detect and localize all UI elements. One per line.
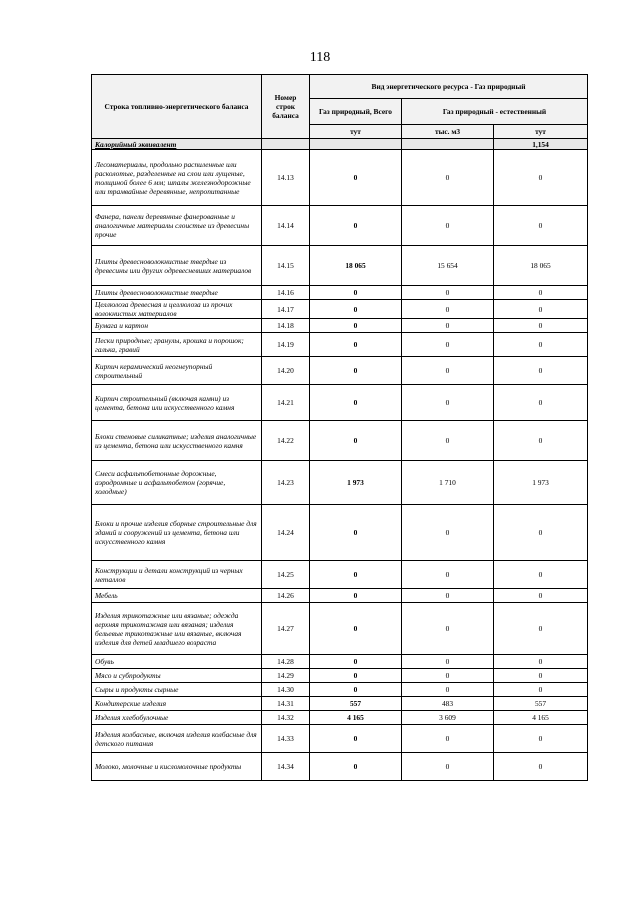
- row-natural-tut: 0: [494, 300, 588, 319]
- row-name: Плиты древесноволокнистые твердые из древесины или других одревесневших материалов: [92, 246, 262, 286]
- table-row: [92, 286, 588, 300]
- row-code: 14.19: [262, 333, 310, 357]
- row-natural-thous-m3: 0: [402, 725, 494, 753]
- row-code: 14.20: [262, 357, 310, 385]
- row-name: Сыры и продукты сырные: [92, 683, 262, 697]
- row-name: Кондитерские изделия: [92, 697, 262, 711]
- table-row: [92, 561, 588, 589]
- row-total-tut: 1 973: [310, 461, 402, 505]
- table-row: [92, 319, 588, 333]
- row-total-tut: 0: [310, 319, 402, 333]
- row-total-tut: 0: [310, 300, 402, 319]
- row-total-tut: 0: [310, 505, 402, 561]
- row-total-tut: 0: [310, 725, 402, 753]
- row-natural-tut: 0: [494, 589, 588, 603]
- row-code: 14.17: [262, 300, 310, 319]
- row-code: 14.31: [262, 697, 310, 711]
- table-row: [92, 655, 588, 669]
- row-natural-tut: 0: [494, 357, 588, 385]
- row-natural-thous-m3: 1 710: [402, 461, 494, 505]
- row-code: 14.14: [262, 206, 310, 246]
- row-natural-thous-m3: 0: [402, 683, 494, 697]
- row-total-tut: 0: [310, 561, 402, 589]
- row-natural-tut: 0: [494, 725, 588, 753]
- energy-balance-table: [91, 74, 588, 781]
- row-code: 14.30: [262, 683, 310, 697]
- row-natural-thous-m3: 0: [402, 357, 494, 385]
- table-row: [92, 697, 588, 711]
- header-col-total: Газ природный, Всего: [310, 99, 402, 125]
- row-name: Блоки и прочие изделия сборные строительные для зданий и сооружений из цемента, бетона или искусственного камня: [92, 505, 262, 561]
- row-code: 14.23: [262, 461, 310, 505]
- row-natural-thous-m3: 0: [402, 421, 494, 461]
- calorific-code: [262, 139, 310, 150]
- row-natural-tut: 0: [494, 286, 588, 300]
- row-code: 14.21: [262, 385, 310, 421]
- row-name: Изделия колбасные, включая изделия колбасные для детского питания: [92, 725, 262, 753]
- row-name: Кирпич строительный (включая камни) из цемента, бетона или искусственного камня: [92, 385, 262, 421]
- table-row: [92, 246, 588, 286]
- header-unit-thous-m3: тыс. м3: [402, 125, 494, 139]
- row-code: 14.32: [262, 711, 310, 725]
- row-name: Целлюлоза древесная и целлюлоза из прочих волокнистых материалов: [92, 300, 262, 319]
- row-natural-tut: 0: [494, 683, 588, 697]
- table-row: [92, 753, 588, 781]
- table-row: [92, 669, 588, 683]
- row-name: Плиты древесноволокнистые твердые: [92, 286, 262, 300]
- row-natural-thous-m3: 483: [402, 697, 494, 711]
- row-natural-tut: 0: [494, 603, 588, 655]
- page-number: 118: [309, 50, 331, 65]
- row-name: Фанера, панели деревянные фанерованные и аналогичные материалы слоистые из древесины прочие: [92, 206, 262, 246]
- row-name: Мебель: [92, 589, 262, 603]
- row-natural-tut: 0: [494, 669, 588, 683]
- row-natural-thous-m3: 3 609: [402, 711, 494, 725]
- row-code: 14.13: [262, 150, 310, 206]
- row-total-tut: 557: [310, 697, 402, 711]
- table-row: [92, 150, 588, 206]
- row-natural-tut: 0: [494, 150, 588, 206]
- row-code: 14.33: [262, 725, 310, 753]
- row-natural-tut: 0: [494, 505, 588, 561]
- header-unit-tut-natural: тут: [494, 125, 588, 139]
- table-row: [92, 589, 588, 603]
- row-code: 14.29: [262, 669, 310, 683]
- header-unit-tut-total: тут: [310, 125, 402, 139]
- row-total-tut: 0: [310, 603, 402, 655]
- row-code: 14.18: [262, 319, 310, 333]
- row-total-tut: 0: [310, 357, 402, 385]
- row-total-tut: 0: [310, 655, 402, 669]
- row-total-tut: 0: [310, 385, 402, 421]
- row-natural-thous-m3: 0: [402, 300, 494, 319]
- row-total-tut: 4 165: [310, 711, 402, 725]
- header-resource-label: Вид энергетического ресурса - Газ природный: [310, 75, 588, 99]
- row-natural-thous-m3: 0: [402, 150, 494, 206]
- calorific-natural: [402, 139, 494, 150]
- row-natural-tut: 0: [494, 421, 588, 461]
- row-natural-tut: 0: [494, 561, 588, 589]
- table-row: [92, 461, 588, 505]
- row-natural-tut: 0: [494, 753, 588, 781]
- row-name: Блоки стеновые силикатные; изделия аналогичные из цемента, бетона или искусственного камня: [92, 421, 262, 461]
- row-natural-tut: 0: [494, 206, 588, 246]
- row-natural-thous-m3: 0: [402, 319, 494, 333]
- row-natural-tut: 0: [494, 655, 588, 669]
- row-natural-thous-m3: 0: [402, 669, 494, 683]
- row-natural-tut: 0: [494, 385, 588, 421]
- table-row: [92, 505, 588, 561]
- row-total-tut: 0: [310, 753, 402, 781]
- table-row: [92, 300, 588, 319]
- row-name: Бумага и картон: [92, 319, 262, 333]
- calorific-tut: 1,154: [494, 139, 588, 150]
- row-name: Изделия хлебобулочные: [92, 711, 262, 725]
- row-code: 14.15: [262, 246, 310, 286]
- row-total-tut: 0: [310, 286, 402, 300]
- row-natural-tut: 0: [494, 333, 588, 357]
- row-name: Конструкции и детали конструкций из черных металлов: [92, 561, 262, 589]
- row-natural-thous-m3: 15 654: [402, 246, 494, 286]
- row-code: 14.27: [262, 603, 310, 655]
- row-natural-tut: 0: [494, 319, 588, 333]
- table-row: [92, 725, 588, 753]
- row-natural-thous-m3: 0: [402, 753, 494, 781]
- row-natural-thous-m3: 0: [402, 589, 494, 603]
- row-natural-thous-m3: 0: [402, 286, 494, 300]
- calorific-label: Калорийный эквивалент: [92, 139, 262, 150]
- row-name: Обувь: [92, 655, 262, 669]
- row-total-tut: 0: [310, 669, 402, 683]
- calorific-row: [92, 139, 588, 150]
- table-row: [92, 385, 588, 421]
- row-code: 14.28: [262, 655, 310, 669]
- header-col-natural: Газ природный - естественный: [402, 99, 588, 125]
- row-natural-thous-m3: 0: [402, 206, 494, 246]
- header-row-label: Строка топливно-энергетического баланса: [92, 75, 262, 139]
- row-natural-thous-m3: 0: [402, 561, 494, 589]
- row-natural-thous-m3: 0: [402, 505, 494, 561]
- row-natural-tut: 1 973: [494, 461, 588, 505]
- row-natural-tut: 18 065: [494, 246, 588, 286]
- table-row: [92, 357, 588, 385]
- row-total-tut: 0: [310, 683, 402, 697]
- row-total-tut: 0: [310, 589, 402, 603]
- table-row: [92, 603, 588, 655]
- row-name: Кирпич керамический неогнеупорный строительный: [92, 357, 262, 385]
- row-code: 14.26: [262, 589, 310, 603]
- row-code: 14.16: [262, 286, 310, 300]
- table-row: [92, 333, 588, 357]
- row-code: 14.25: [262, 561, 310, 589]
- row-total-tut: 0: [310, 421, 402, 461]
- row-code: 14.22: [262, 421, 310, 461]
- row-name: Изделия трикотажные или вязаные; одежда верхняя трикотажная или вязаная; изделия бельевые трикотажные или вязаные, включая изделия для детей младшего возраста: [92, 603, 262, 655]
- row-natural-thous-m3: 0: [402, 655, 494, 669]
- row-name: Пески природные; гранулы, крошка и порошок; галька, гравий: [92, 333, 262, 357]
- row-name: Смеси асфальтобетонные дорожные, аэродромные и асфальтобетон (горячие, холодные): [92, 461, 262, 505]
- row-natural-tut: 557: [494, 697, 588, 711]
- row-natural-tut: 4 165: [494, 711, 588, 725]
- row-code: 14.24: [262, 505, 310, 561]
- row-total-tut: 0: [310, 150, 402, 206]
- row-code: 14.34: [262, 753, 310, 781]
- row-name: Лесоматериалы, продольно распиленные или расколотые, разделенные на слои или лущеные, толщиной более 6 мм; шпалы железнодорожные или трамвайные деревянные, непропитанные: [92, 150, 262, 206]
- row-natural-thous-m3: 0: [402, 603, 494, 655]
- row-total-tut: 18 065: [310, 246, 402, 286]
- table-row: [92, 421, 588, 461]
- row-natural-thous-m3: 0: [402, 333, 494, 357]
- header-code-label: Номер строк баланса: [262, 75, 310, 139]
- calorific-total: [310, 139, 402, 150]
- row-natural-thous-m3: 0: [402, 385, 494, 421]
- row-name: Молоко, молочные и кисломолочные продукты: [92, 753, 262, 781]
- table-row: [92, 711, 588, 725]
- row-name: Мясо и субпродукты: [92, 669, 262, 683]
- table-row: [92, 206, 588, 246]
- row-total-tut: 0: [310, 206, 402, 246]
- row-total-tut: 0: [310, 333, 402, 357]
- table-row: [92, 683, 588, 697]
